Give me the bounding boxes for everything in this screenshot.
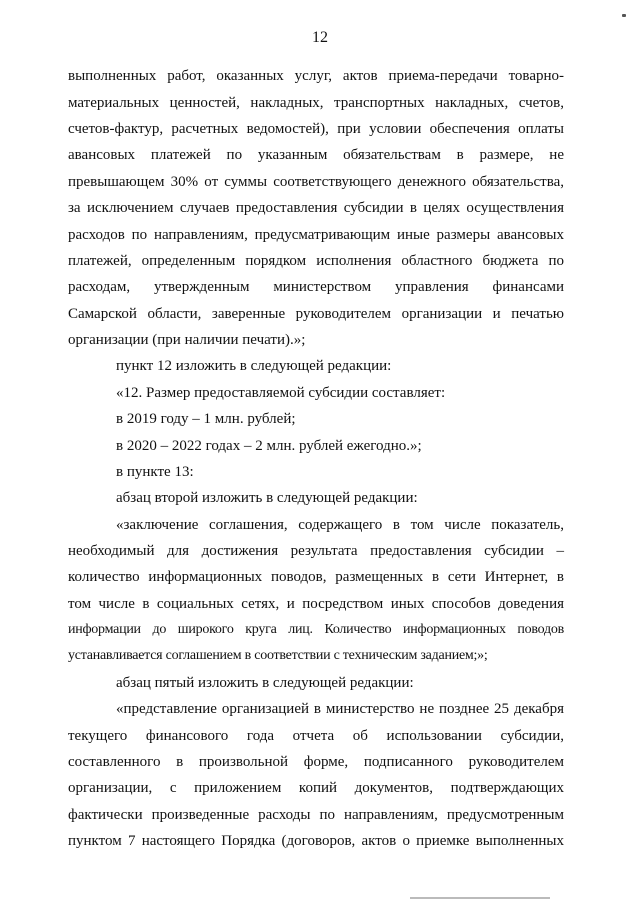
text-line: в 2020 – 2022 годах – 2 млн. рублей ежегодно.»; xyxy=(116,438,422,454)
text-line: абзац пятый изложить в следующей редакции: xyxy=(116,675,414,691)
text-line: организации, с приложением копий документов, подтверждающих xyxy=(68,780,564,796)
scan-edge-mark xyxy=(410,897,550,899)
text-line: Самарской области, заверенные руководителем организации и печатью xyxy=(68,306,564,322)
text-line: абзац второй изложить в следующей редакции: xyxy=(116,490,418,506)
text-line: пункт 12 изложить в следующей редакции: xyxy=(116,358,392,374)
text-line: расходам, утвержденным министерством управления финансами xyxy=(68,279,564,295)
text-line: текущего финансового года отчета об использовании субсидии, xyxy=(68,728,564,744)
page-number: 12 xyxy=(312,29,328,46)
text-line: счетов-фактур, расчетных ведомостей), при условии обеспечения оплаты xyxy=(68,121,564,137)
text-line: превышающем 30% от суммы соответствующего денежного обязательства, xyxy=(68,174,564,190)
text-line: «12. Размер предоставляемой субсидии составляет: xyxy=(116,385,446,401)
text-line: том числе в социальных сетях, и посредством иных способов доведения xyxy=(68,596,564,612)
text-line: в 2019 году – 1 млн. рублей; xyxy=(116,411,296,427)
text-line: «заключение соглашения, содержащего в том числе показатель, xyxy=(116,517,564,533)
text-line: организации (при наличии печати).»; xyxy=(68,332,306,348)
text-line: количество информационных поводов, размещенных в сети Интернет, в xyxy=(68,569,564,585)
text-line: авансовых платежей по указанным обязательствам в размере, не xyxy=(68,147,564,163)
text-line: выполненных работ, оказанных услуг, актов приема-передачи товарно- xyxy=(68,68,564,84)
text-line: платежей, определенным порядком исполнения областного бюджета по xyxy=(68,253,564,269)
scan-mark xyxy=(622,14,626,17)
text-line: устанавливается соглашением в соответствии с техническим заданием;»; xyxy=(68,648,488,663)
text-line: фактически произведенные расходы по направлениям, предусмотренным xyxy=(68,807,564,823)
text-line: необходимый для достижения результата предоставления субсидии – xyxy=(68,543,564,559)
text-line: расходов по направлениям, предусматривающим иные размеры авансовых xyxy=(68,227,564,243)
text-line: информации до широкого круга лиц. Количество информационных поводов xyxy=(68,622,564,637)
text-line: составленного в произвольной форме, подписанного руководителем xyxy=(68,754,564,770)
text-line: «представление организацией в министерство не позднее 25 декабря xyxy=(116,701,564,717)
text-line: пунктом 7 настоящего Порядка (договоров, актов о приемке выполненных xyxy=(68,833,564,849)
text-line: в пункте 13: xyxy=(116,464,194,480)
text-line: материальных ценностей, накладных, транспортных накладных, счетов, xyxy=(68,95,564,111)
text-line: за исключением случаев предоставления субсидии в целях осуществления xyxy=(68,200,564,216)
